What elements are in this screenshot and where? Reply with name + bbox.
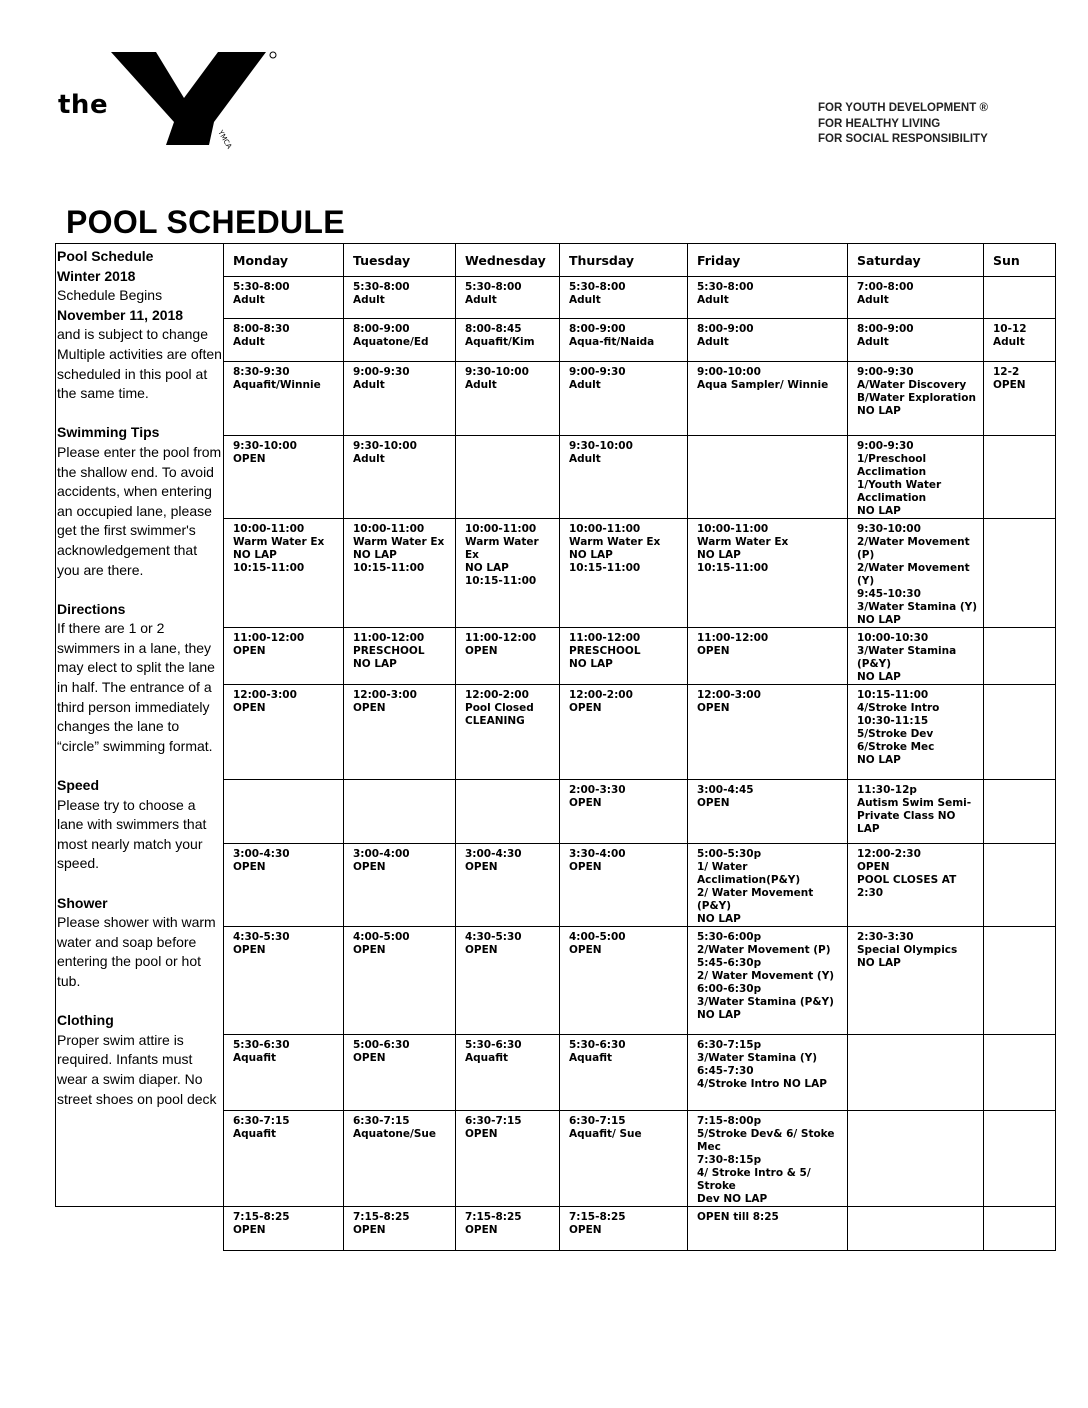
schedule-cell: 6:30-7:15p 3/Water Stamina (Y) 6:45-7:30 4/Stroke Intro NO LAP xyxy=(688,1035,848,1111)
intro-season: Winter 2018 xyxy=(57,267,136,284)
shower-text: Please shower with warm water and soap before entering the pool or hot tub. xyxy=(57,914,216,989)
schedule-cell: 4:30-5:30 OPEN xyxy=(224,927,344,1035)
schedule-cell: 11:00-12:00 PRESCHOOL NO LAP xyxy=(560,628,688,685)
schedule-cell: 6:30-7:15 Aquatone/Sue xyxy=(344,1111,456,1207)
schedule-row xyxy=(224,519,1056,628)
schedule-cell: 12-2 OPEN xyxy=(984,362,1056,436)
swimming-tips-section xyxy=(57,423,223,580)
schedule-cell: 12:00-2:30 OPEN POOL CLOSES AT 2:30 xyxy=(848,844,984,927)
schedule-row xyxy=(224,362,1056,436)
day-header: Thursday xyxy=(560,244,688,277)
schedule-cell: 10:00-10:30 3/Water Stamina (P&Y) NO LAP xyxy=(848,628,984,685)
schedule-row xyxy=(224,319,1056,362)
schedule-cell: 9:00-9:30 Adult xyxy=(344,362,456,436)
day-header: Tuesday xyxy=(344,244,456,277)
schedule-cell: 3:00-4:30 OPEN xyxy=(224,844,344,927)
schedule-cell: 9:00-10:00 Aqua Sampler/ Winnie xyxy=(688,362,848,436)
schedule-cell: 7:15-8:25 OPEN xyxy=(224,1207,344,1251)
schedule-cell: 3:00-4:30 OPEN xyxy=(456,844,560,927)
schedule-row xyxy=(224,685,1056,780)
schedule-cell xyxy=(984,436,1056,519)
directions-heading: Directions xyxy=(57,600,126,617)
schedule-cell: 3:00-4:45 OPEN xyxy=(688,780,848,844)
intro-text: and is subject to change Multiple activities are often scheduled in this pool at the same time. xyxy=(57,326,222,402)
schedule-cell: 4:00-5:00 OPEN xyxy=(344,927,456,1035)
intro-section xyxy=(57,247,223,404)
tagline-line: FOR SOCIAL RESPONSIBILITY xyxy=(818,133,988,145)
schedule-cell: 7:15-8:25 OPEN xyxy=(560,1207,688,1251)
schedule-cell: 12:00-2:00 Pool Closed CLEANING xyxy=(456,685,560,780)
schedule-cell: 5:00-6:30 OPEN xyxy=(344,1035,456,1111)
schedule-cell xyxy=(984,277,1056,319)
clothing-text: Proper swim attire is required. Infants must wear a swim diaper. No street shoes on pool deck xyxy=(57,1031,217,1107)
schedule-cell: 5:30-6:00p 2/Water Movement (P) 5:45-6:30p 2/ Water Movement (Y) 6:00-6:30p 3/Water Stamina (P&Y) NO LAP xyxy=(688,927,848,1035)
schedule-row xyxy=(224,1035,1056,1111)
tagline-line: FOR YOUTH DEVELOPMENT ® xyxy=(818,102,988,114)
schedule-cell: 9:30-10:00 Adult xyxy=(344,436,456,519)
day-header: Sun xyxy=(984,244,1056,277)
ymca-logo xyxy=(58,50,233,150)
schedule-table xyxy=(223,243,1056,1251)
logo-ymca-text: YMCA xyxy=(216,129,234,150)
intro-heading: Pool Schedule xyxy=(57,248,154,264)
swimming-tips-heading: Swimming Tips xyxy=(57,424,160,441)
schedule-cell xyxy=(456,436,560,519)
shower-section xyxy=(57,894,223,992)
schedule-cell: 10:00-11:00 Warm Water Ex NO LAP 10:15-11:00 xyxy=(456,519,560,628)
clothing-section xyxy=(57,1011,223,1109)
schedule-cell: 8:00-8:45 Aquafit/Kim xyxy=(456,319,560,362)
schedule-cell: 9:30-10:00 OPEN xyxy=(224,436,344,519)
intro-date: November 11, 2018 xyxy=(57,306,184,323)
speed-heading: Speed xyxy=(57,777,100,794)
schedule-cell xyxy=(224,780,344,844)
schedule-cell: 5:30-8:00 Adult xyxy=(688,277,848,319)
schedule-cell: 9:30-10:00 Adult xyxy=(456,362,560,436)
schedule-cell xyxy=(984,1035,1056,1111)
schedule-cell xyxy=(984,685,1056,780)
schedule-cell xyxy=(688,436,848,519)
schedule-cell: 10:15-11:00 4/Stroke Intro 10:30-11:15 5/Stroke Dev 6/Stroke Mec NO LAP xyxy=(848,685,984,780)
schedule-cell: 9:00-9:30 Adult xyxy=(560,362,688,436)
schedule-row xyxy=(224,780,1056,844)
schedule-cell xyxy=(984,1111,1056,1207)
schedule-row xyxy=(224,277,1056,319)
schedule-cell: 8:00-9:00 Aqua-fit/Naida xyxy=(560,319,688,362)
schedule-cell: 11:00-12:00 PRESCHOOL NO LAP xyxy=(344,628,456,685)
tagline-line: FOR HEALTHY LIVING xyxy=(818,117,941,130)
tagline xyxy=(818,101,988,148)
schedule-cell: 6:30-7:15 OPEN xyxy=(456,1111,560,1207)
schedule-cell: 10:00-11:00 Warm Water Ex NO LAP 10:15-11:00 xyxy=(344,519,456,628)
clothing-heading: Clothing xyxy=(57,1012,114,1029)
ymca-y-mark xyxy=(106,50,286,150)
schedule-cell xyxy=(984,780,1056,844)
schedule-cell: 4:00-5:00 OPEN xyxy=(560,927,688,1035)
schedule-cell: 5:30-6:30 Aquafit xyxy=(456,1035,560,1111)
schedule-cell: 12:00-3:00 OPEN xyxy=(344,685,456,780)
schedule-cell xyxy=(848,1035,984,1111)
schedule-cell: 2:00-3:30 OPEN xyxy=(560,780,688,844)
schedule-cell: 9:00-9:30 1/Preschool Acclimation 1/Youth Water Acclimation NO LAP xyxy=(848,436,984,519)
schedule-row xyxy=(224,1111,1056,1207)
schedule-row xyxy=(224,1207,1056,1251)
schedule-cell: 10:00-11:00 Warm Water Ex NO LAP 10:15-11:00 xyxy=(560,519,688,628)
schedule-cell xyxy=(344,780,456,844)
speed-section xyxy=(57,776,223,874)
schedule-cell xyxy=(848,1111,984,1207)
schedule-cell: 11:00-12:00 OPEN xyxy=(224,628,344,685)
schedule-cell: 2:30-3:30 Special Olympics NO LAP xyxy=(848,927,984,1035)
schedule-cell: 6:30-7:15 Aquafit/ Sue xyxy=(560,1111,688,1207)
intro-begins: Schedule Begins xyxy=(57,287,163,304)
schedule-row xyxy=(224,844,1056,927)
schedule-cell: 5:00-5:30p 1/ Water Acclimation(P&Y) 2/ Water Movement (P&Y) NO LAP xyxy=(688,844,848,927)
schedule-cell: 12:00-3:00 OPEN xyxy=(688,685,848,780)
schedule-cell: 12:00-2:00 OPEN xyxy=(560,685,688,780)
schedule-cell: 3:00-4:00 OPEN xyxy=(344,844,456,927)
schedule-cell: 5:30-8:00 Adult xyxy=(456,277,560,319)
schedule-cell xyxy=(984,927,1056,1035)
day-header: Friday xyxy=(688,244,848,277)
page-title: POOL SCHEDULE xyxy=(66,204,345,240)
schedule-cell: 10-12 Adult xyxy=(984,319,1056,362)
day-header: Monday xyxy=(224,244,344,277)
day-header-row xyxy=(224,244,1056,277)
schedule-cell xyxy=(984,1207,1056,1251)
schedule-cell: 9:00-9:30 A/Water Discovery B/Water Exploration NO LAP xyxy=(848,362,984,436)
schedule-cell: 9:30-10:00 2/Water Movement (P) 2/Water Movement (Y) 9:45-10:30 3/Water Stamina (Y) NO LAP xyxy=(848,519,984,628)
schedule-cell xyxy=(984,628,1056,685)
schedule-cell: 5:30-8:00 Adult xyxy=(344,277,456,319)
schedule-row xyxy=(224,927,1056,1035)
schedule-cell: 3:30-4:00 OPEN xyxy=(560,844,688,927)
directions-text: If there are 1 or 2 swimmers in a lane, they may elect to split the lane in half. The entrance of a third person immediately changes the lane to “circle” swimming format. xyxy=(57,620,215,754)
schedule-cell: 9:30-10:00 Adult xyxy=(560,436,688,519)
schedule-cell: 8:00-8:30 Adult xyxy=(224,319,344,362)
schedule-cell xyxy=(984,844,1056,927)
day-header: Saturday xyxy=(848,244,984,277)
schedule-cell xyxy=(456,780,560,844)
logo-the-text: the xyxy=(58,90,109,120)
schedule-row xyxy=(224,436,1056,519)
swimming-tips-text: Please enter the pool from the shallow end. To avoid accidents, when entering an occupied lane, please get the first swimmer's acknowledgement that you are there. xyxy=(57,443,222,578)
schedule-cell: 10:00-11:00 Warm Water Ex NO LAP 10:15-11:00 xyxy=(688,519,848,628)
schedule-cell: 5:30-6:30 Aquafit xyxy=(560,1035,688,1111)
shower-heading: Shower xyxy=(57,894,108,911)
schedule-cell: 7:15-8:25 OPEN xyxy=(344,1207,456,1251)
day-header: Wednesday xyxy=(456,244,560,277)
schedule-cell: 7:15-8:00p 5/Stroke Dev& 6/ Stoke Mec 7:30-8:15p 4/ Stroke Intro & 5/ Stroke Dev NO LAP xyxy=(688,1111,848,1207)
schedule-cell: 8:30-9:30 Aquafit/Winnie xyxy=(224,362,344,436)
directions-section xyxy=(57,600,223,757)
schedule-cell: 8:00-9:00 Aquatone/Ed xyxy=(344,319,456,362)
schedule-cell: 7:00-8:00 Adult xyxy=(848,277,984,319)
schedule-cell: 10:00-11:00 Warm Water Ex NO LAP 10:15-11:00 xyxy=(224,519,344,628)
schedule-cell: 8:00-9:00 Adult xyxy=(848,319,984,362)
schedule-cell: 5:30-8:00 Adult xyxy=(560,277,688,319)
schedule-cell: 5:30-6:30 Aquafit xyxy=(224,1035,344,1111)
speed-text: Please try to choose a lane with swimmers that most nearly match your speed. xyxy=(57,796,207,872)
schedule-cell: 4:30-5:30 OPEN xyxy=(456,927,560,1035)
schedule-cell: 11:30-12p Autism Swim Semi- Private Class NO LAP xyxy=(848,780,984,844)
schedule-row xyxy=(224,628,1056,685)
schedule-cell: 6:30-7:15 Aquafit xyxy=(224,1111,344,1207)
schedule-cell: 12:00-3:00 OPEN xyxy=(224,685,344,780)
schedule-cell: OPEN till 8:25 xyxy=(688,1207,848,1251)
schedule-cell xyxy=(848,1207,984,1251)
schedule-cell: 7:15-8:25 OPEN xyxy=(456,1207,560,1251)
schedule-cell: 5:30-8:00 Adult xyxy=(224,277,344,319)
schedule-cell xyxy=(984,519,1056,628)
schedule-cell: 11:00-12:00 OPEN xyxy=(456,628,560,685)
schedule-cell: 11:00-12:00 OPEN xyxy=(688,628,848,685)
schedule-cell: 8:00-9:00 Adult xyxy=(688,319,848,362)
info-sidebar xyxy=(55,243,223,1207)
